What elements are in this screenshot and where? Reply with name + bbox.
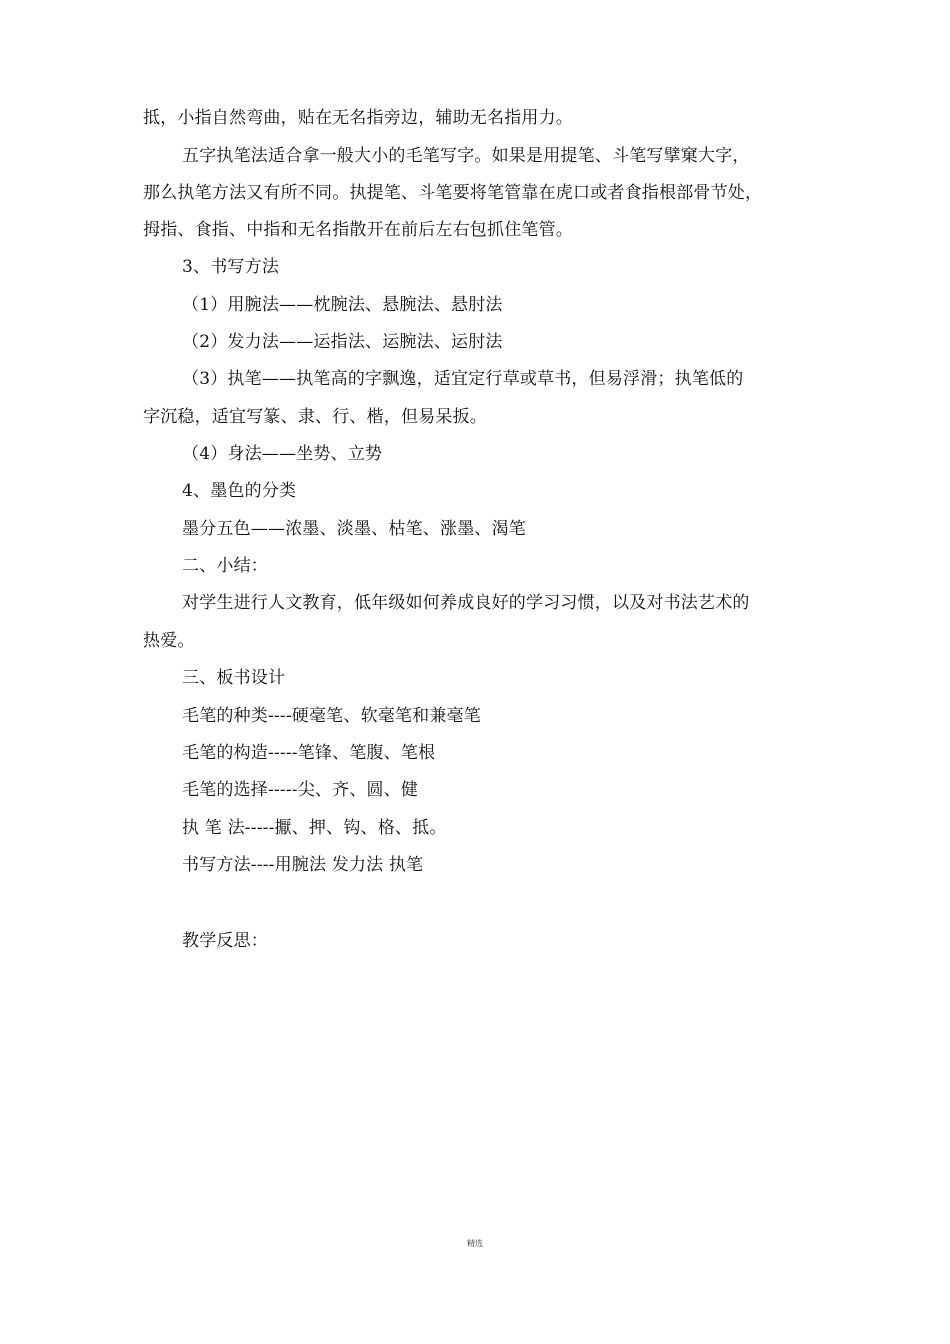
paragraph-line: 对学生进行人文教育，低年级如何养成良好的学习习惯，以及对书法艺术的 xyxy=(182,593,750,613)
section-heading: 3、书写方法 xyxy=(182,257,280,277)
paragraph-line: 抵，小指自然弯曲，贴在无名指旁边，辅助无名指用力。 xyxy=(143,108,573,128)
list-item: （2）发力法——运指法、运腕法、运肘法 xyxy=(182,332,503,352)
board-design-line: 毛笔的种类----硬毫笔、软毫笔和兼毫笔 xyxy=(182,706,481,726)
paragraph-line: 拇指、食指、中指和无名指散开在前后左右包抓住笔管。 xyxy=(143,220,573,240)
paragraph-line: 热爱。 xyxy=(143,631,195,651)
list-item: （4）身法——坐势、立势 xyxy=(182,444,383,464)
section-heading: 4、墨色的分类 xyxy=(182,481,297,501)
section-heading: 二、小结： xyxy=(182,556,268,576)
board-design-line: 书写方法----用腕法 发力法 执笔 xyxy=(182,855,424,875)
teaching-reflection-heading: 教学反思： xyxy=(182,931,268,951)
paragraph-line: 那么执笔方法又有所不同。执提笔、斗笔要将笔管靠在虎口或者食指根部骨节处， xyxy=(143,183,763,203)
section-heading: 三、板书设计 xyxy=(182,668,286,688)
list-item: （3）执笔——执笔高的字飘逸，适宜定行草或草书，但易浮滑；执笔低的 xyxy=(182,369,744,389)
paragraph-line: 墨分五色——浓墨、淡墨、枯笔、涨墨、渴笔 xyxy=(182,519,526,539)
list-item: （1）用腕法——枕腕法、悬腕法、悬肘法 xyxy=(182,295,503,315)
board-design-line: 毛笔的选择-----尖、齐、圆、健 xyxy=(182,780,419,800)
board-design-line: 毛笔的构造-----笔锋、笔腹、笔根 xyxy=(182,743,436,763)
page-footer: 精选 xyxy=(467,1239,483,1248)
list-item-continuation: 字沉稳，适宜写篆、隶、行、楷，但易呆扳。 xyxy=(143,407,487,427)
paragraph-line: 五字执笔法适合拿一般大小的毛笔写字。如果是用提笔、斗笔写擘窠大字， xyxy=(182,146,750,166)
board-design-line: 执 笔 法-----擫、押、钩、格、抵。 xyxy=(182,818,447,838)
